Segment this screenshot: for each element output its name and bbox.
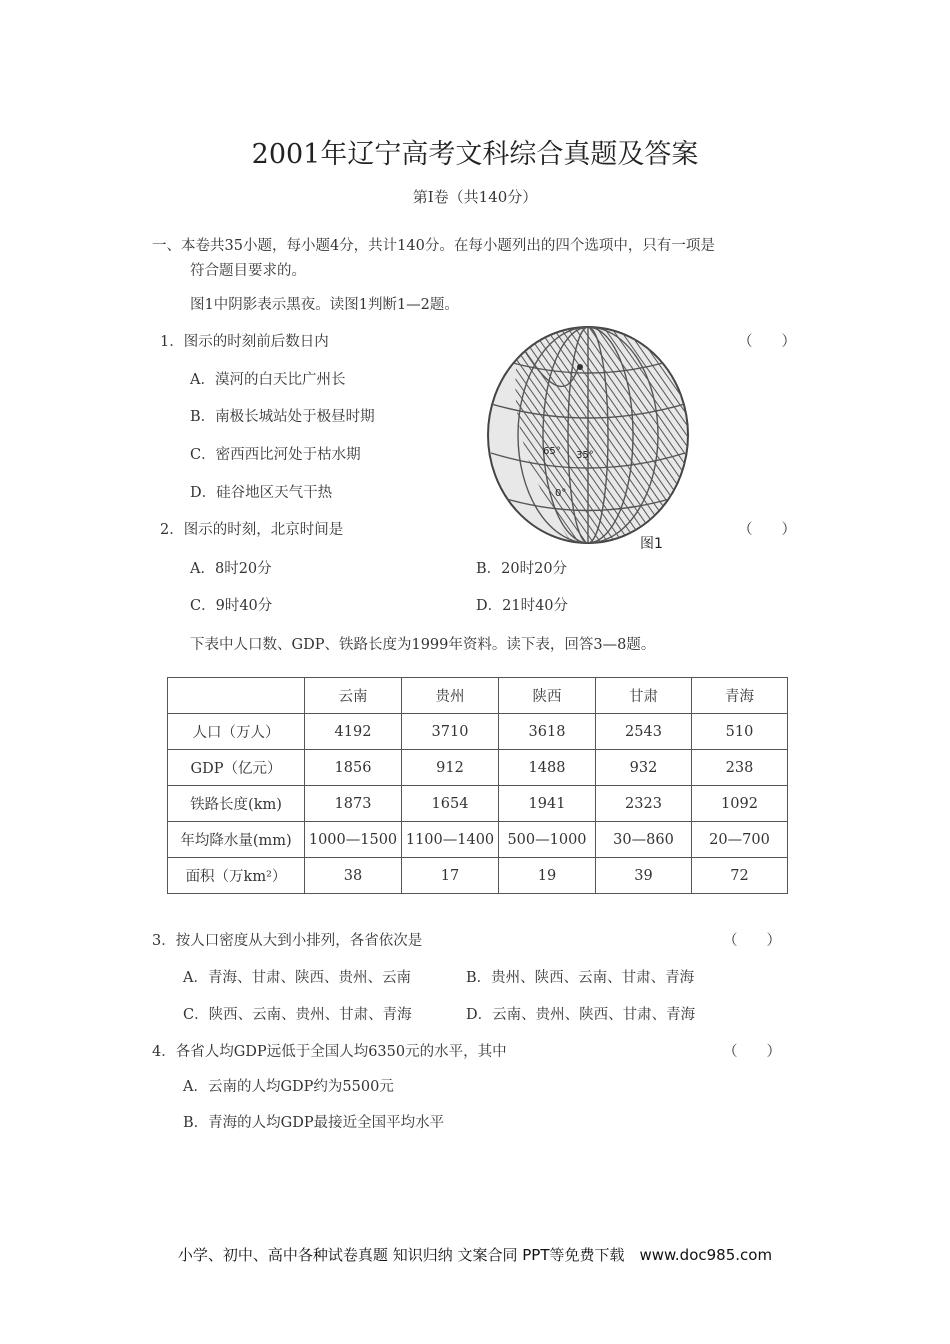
table-cell: 1092 — [692, 786, 788, 822]
table-cell: 1488 — [499, 750, 596, 786]
row-label: GDP（亿元） — [168, 750, 305, 786]
q3-answer-paren: （ ） — [723, 933, 781, 949]
footer-banner: 小学、初中、高中各种试卷真题 知识归纳 文案合同 PPT等免费下载 www.doc985.com — [177, 1246, 773, 1264]
instructions-line-1: 一、本卷共35小题，每小题4分，共计140分。在每小题列出的四个选项中，只有一项是 — [152, 238, 715, 254]
table-header-cell: 陕西 — [499, 678, 596, 714]
q3-option-b: B．贵州、陕西、云南、甘肃、青海 — [466, 970, 695, 986]
table-header-cell: 贵州 — [402, 678, 499, 714]
row-label: 年均降水量(mm) — [168, 822, 305, 858]
table-cell: 1000—1500 — [305, 822, 402, 858]
intro-table: 下表中人口数、GDP、铁路长度为1999年资料。读下表，回答3—8题。 — [190, 637, 656, 653]
table-cell: 1873 — [305, 786, 402, 822]
table-cell: 500—1000 — [499, 822, 596, 858]
q2-option-d: D．21时40分 — [476, 598, 569, 614]
table-cell: 238 — [692, 750, 788, 786]
table-cell: 19 — [499, 858, 596, 894]
table-cell: 72 — [692, 858, 788, 894]
table-cell: 1654 — [402, 786, 499, 822]
q4-option-b: B．青海的人均GDP最接近全国平均水平 — [183, 1115, 445, 1131]
table-cell: 20—700 — [692, 822, 788, 858]
q4-stem: 4．各省人均GDP远低于全国人均6350元的水平，其中 — [152, 1044, 507, 1060]
table-row — [168, 822, 788, 858]
section-heading: 第Ⅰ卷（共140分） — [412, 188, 538, 206]
table-cell: 510 — [692, 714, 788, 750]
table-header-cell: 甘肃 — [596, 678, 692, 714]
figure-label-0: 0° — [555, 488, 567, 499]
table-cell: 4192 — [305, 714, 402, 750]
row-label: 面积（万km²） — [168, 858, 305, 894]
table-cell: 17 — [402, 858, 499, 894]
table-row — [168, 858, 788, 894]
intro-figure-1: 图1中阴影表示黑夜。读图1判断1—2题。 — [190, 297, 459, 313]
page-title: 2001年辽宁高考文科综合真题及答案 — [251, 139, 699, 170]
q1-option-c: C．密西西比河处于枯水期 — [190, 447, 361, 463]
row-label: 铁路长度(km) — [168, 786, 305, 822]
q2-stem: 2．图示的时刻，北京时间是 — [160, 522, 344, 538]
table-header-row — [168, 678, 788, 714]
table-cell: 38 — [305, 858, 402, 894]
table-row — [168, 786, 788, 822]
q2-option-b: B．20时20分 — [476, 561, 568, 577]
q4-option-a: A．云南的人均GDP约为5500元 — [183, 1079, 394, 1095]
q3-stem: 3．按人口密度从大到小排列，各省依次是 — [152, 933, 423, 949]
instructions-line-2: 符合题目要求的。 — [190, 263, 306, 279]
figure-1-globe — [483, 323, 693, 553]
q1-answer-paren: （ ） — [738, 334, 796, 350]
province-data-table — [167, 677, 788, 894]
row-label: 人口（万人） — [168, 714, 305, 750]
table-cell: 3710 — [402, 714, 499, 750]
table-header-cell: 云南 — [305, 678, 402, 714]
table-header-cell — [168, 678, 305, 714]
table-row — [168, 714, 788, 750]
q1-option-a: A．漠河的白天比广州长 — [190, 372, 346, 388]
q4-answer-paren: （ ） — [723, 1044, 781, 1060]
q1-option-b: B．南极长城站处于极昼时期 — [190, 409, 375, 425]
table-cell: 1941 — [499, 786, 596, 822]
table-cell: 3618 — [499, 714, 596, 750]
figure-1-caption: 图1 — [640, 536, 663, 552]
figure-label-35: 35° — [576, 450, 594, 461]
table-cell: 932 — [596, 750, 692, 786]
q2-answer-paren: （ ） — [738, 522, 796, 538]
table-cell: 1856 — [305, 750, 402, 786]
table-header-cell: 青海 — [692, 678, 788, 714]
table-cell: 2323 — [596, 786, 692, 822]
table-cell: 1100—1400 — [402, 822, 499, 858]
figure-label-65: 65° — [543, 446, 561, 457]
table-cell: 39 — [596, 858, 692, 894]
q1-option-d: D．硅谷地区天气干热 — [190, 485, 333, 501]
table-row — [168, 750, 788, 786]
q3-option-a: A．青海、甘肃、陕西、贵州、云南 — [183, 970, 411, 986]
table-cell: 30—860 — [596, 822, 692, 858]
q1-stem: 1．图示的时刻前后数日内 — [160, 334, 329, 350]
q3-option-c: C．陕西、云南、贵州、甘肃、青海 — [183, 1007, 412, 1023]
q3-option-d: D．云南、贵州、陕西、甘肃、青海 — [466, 1007, 696, 1023]
table-cell: 2543 — [596, 714, 692, 750]
q2-option-a: A．8时20分 — [190, 561, 272, 577]
table-cell: 912 — [402, 750, 499, 786]
pole-marker — [577, 364, 583, 370]
q2-option-c: C．9时40分 — [190, 598, 273, 614]
